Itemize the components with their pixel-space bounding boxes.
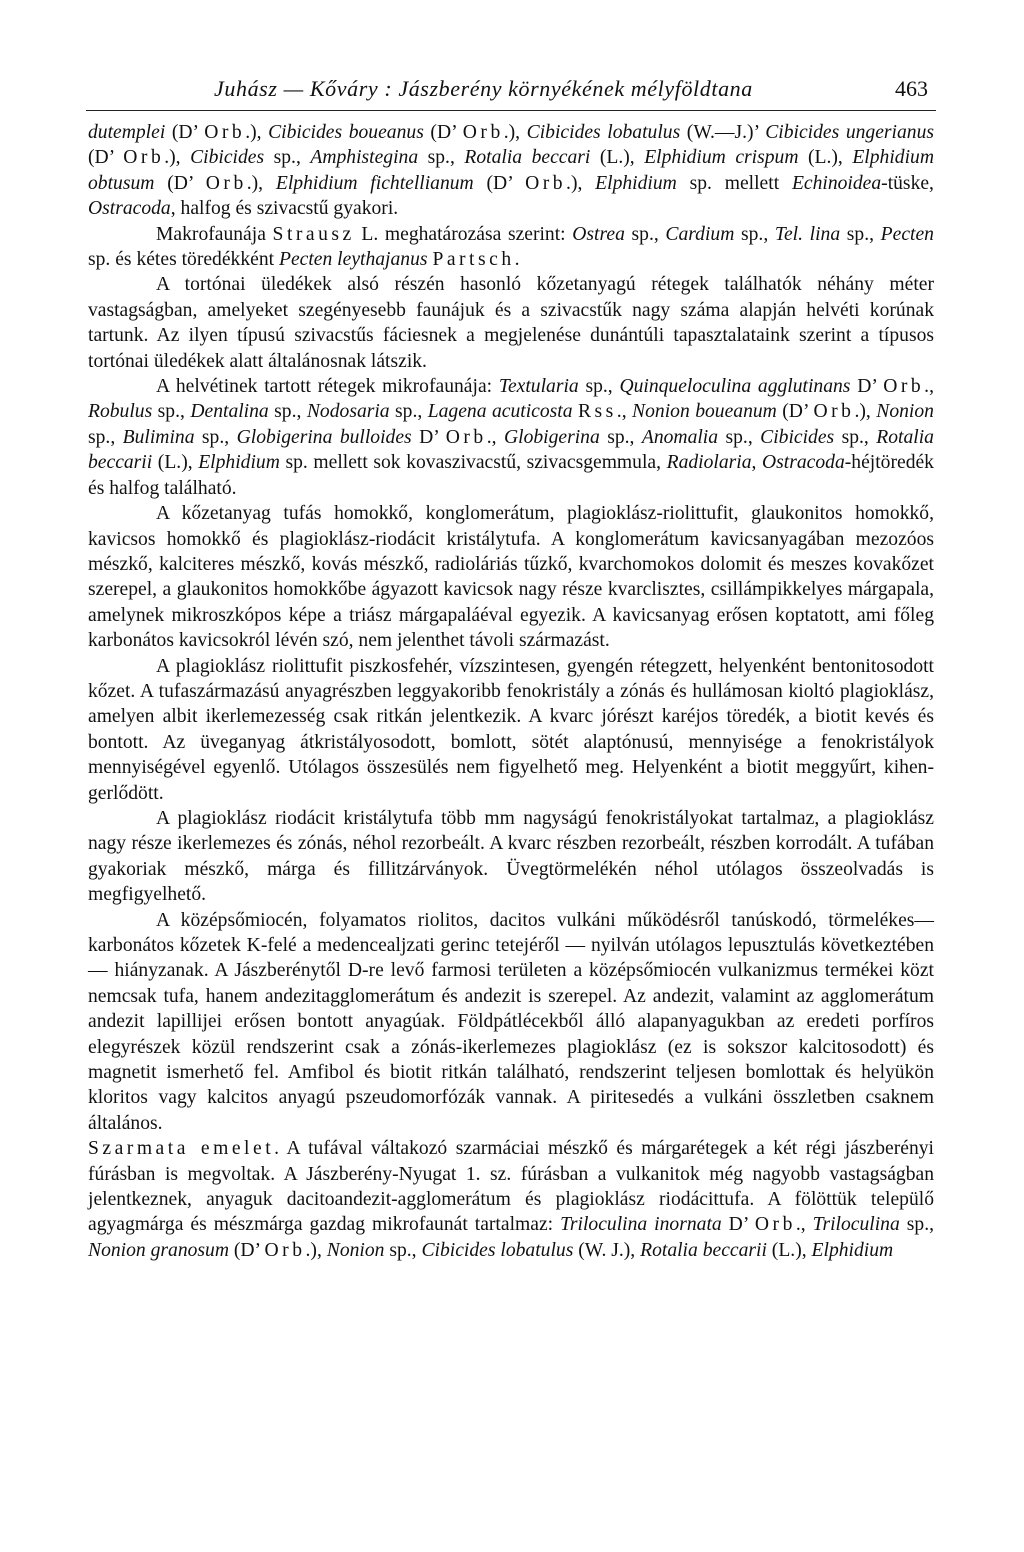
paragraph: A plagioklász riolittufit piszkosfehér, vízszintesen, gyengén rétegzett, helyenként bentonitosodott kőzet. A tufaszármazású anyagrészben leggyakoribb fenokristály a zónás és hullámosan kioltó plagioklász, amelyen albit ikerlemezesség csak ritkán jelentkezik. A kvarc jórészt karéjos töredék, a biotit kevés és bontott. Az üveganyag átkristályosodott, bomlott, sötét alaptónusú, mennyisége a fenokristályok mennyiségével egyenlő. Utólagos összesülés nem figyelhető meg. Helyenként a biotit meggyűrt, kihengerlődött.: [88, 655, 934, 804]
paragraph: dutemplei (D’ Orb.), Cibicides boueanus (D’ Orb.), Cibicides lobatulus (W.—J.)’ Cibicides ungerianus (D’ Orb.), Cibicides sp., Amphistegina sp., Rotalia beccari (L.), Elphidium crispum (L.), Elphidium obtusum (D’ Orb.), Elphidium fichtellianum (D’ Orb.), Elphidium sp. mellett Echinoidea-tüske, Ostracoda, halfog és szivacstű gyakori.: [88, 122, 935, 220]
paragraph: Szarmata emelet. A tufával váltakozó szarmáciai mészkő és márgarétegek a két régi jászberényi fúrásban is megvoltak. A Jászberény-Nyugat 1. sz. fúrásban a vulkanitok még nagyobb vastagságban jelentkeznek, anyaguk dacitoandezit-agglomerátum és plagioklász riodácittufa. A fölöttük települő agyagmárga és mészmárga gazdag mikrofaunát tartalmaz: Triloculina inornata D’ Orb., Triloculina sp., Nonion granosum (D’ Orb.), Nonion sp., Cibicides lobatulus (W. J.), Rotalia beccarii (L.), Elphidium: [88, 1138, 934, 1261]
paragraph: A középsőmiocén, folyamatos riolitos, dacitos vulkáni működésről tanúskodó, törmelékes—karbonátos kőzetek K-felé a medencealjzati gerinc tetejéről — nyilván utólagos lepusztulás következtében — hiányzanak. A Jászberénytől D-re levő farmosi területen a középsőmiocén vulkanizmus termékei közt nemcsak tufa, hanem andezitagglomerátum és andezit is szerepel. Az andezit, valamint az agglomerátum andezit lapillijei erősen bontott anyagúak. Földpátlécekből álló alapanyagukban az eredeti porfíros elegyrészek közül rendszerint csak a zónás-ikerlemezes plagioklász (ez is sokszor kalcitosodott) és magnetit ismerhető fel. Amfibol és biotit ritkán található, rendszerint teljesen bomlottak és helyükön kloritos vagy kalcitos anyagú pszeudomorfózák vannak. A piritesedés a vulkáni összletben csaknem általános.: [88, 909, 934, 1134]
paragraph: A helvétinek tartott rétegek mikrofaunája: Textularia sp., Quinqueloculina agglutinans D’ Orb., Robulus sp., Dentalina sp., Nodosaria sp., Lagena acuticosta Rss., Nonion boueanum (D’ Orb.), Nonion sp., Bulimina sp., Globigerina bulloides D’ Orb., Globigerina sp., Anomalia sp., Cibicides sp., Rotalia beccarii (L.), Elphidium sp. mellett sok kovaszivacstű, szivacsgemmula, Radiolaria, Ostracoda-héjtöredék és halfog található.: [88, 376, 934, 499]
paragraph: A kőzetanyag tufás homokkő, konglomerátum, plagioklász-riolittufit, glaukonitos homokkő, kavicsos homokkő és plagioklász-riodácit kristálytufa. A konglomerátum kavicsanyagában mezozóos mészkő, kalciteres mészkő, kovás mészkő, radioláriás tűzkő, kvarchomokos dolomit és meszes kovakőzet szerepel, a glaukonitos homokkőbe ágyazott kavicsok nagy része kvarclisztes, csillámpikkelyes márgapala, amelynek mikroszkópos képe a triász márgapaláéval egyezik. A kavicsanyag erősen koptatott, ami főleg karbonátos kavicsokról lévén szó, nem jelenthet távoli származást.: [88, 503, 934, 652]
page-number: 463: [895, 76, 928, 101]
running-header: [86, 70, 936, 111]
paragraph: A tortónai üledékek alsó részén hasonló kőzetanyagú rétegek találhatók néhány méter vastagságban, amelyeket szegényesebb faunájuk és a szivacstűk nagy száma alapján helvéti korúnak tartunk. Az ilyen típusú szivacstűs fáciesnek a megjelenése dunántúli tapasztalataink szerint a típusos tortónai üledékek alatt általánosnak látszik.: [88, 274, 934, 372]
paragraph: Makrofaunája Strausz L. meghatározása szerint: Ostrea sp., Cardium sp., Tel. lina sp., Pecten sp. és kétes töredékként Pecten leythajanus Partsch.: [88, 223, 934, 271]
paragraph: A plagioklász riodácit kristálytufa több mm nagyságú fenokristályokat tartalmaz, a plagioklász nagy része ikerlemezes és zónás, néhol rezorbeált. A kvarc részben rezorbeált, részben korrodált. A tufában gyakoriak mészkő, márga és fillitzárványok. Üvegtörmelékén néhol utólagos összeolvadás is megfigyelhető.: [88, 807, 934, 906]
body-text: [88, 120, 934, 1263]
running-title: Juhász — Kőváry : Jászberény környékének mélyföldtana: [214, 76, 753, 101]
